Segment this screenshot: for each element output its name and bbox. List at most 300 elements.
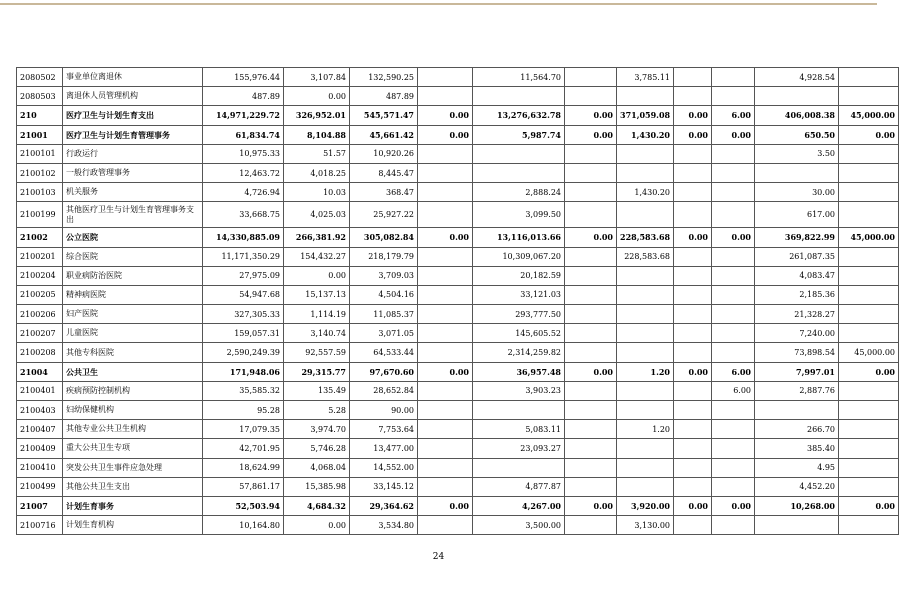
page-top-rule	[0, 3, 877, 5]
amount-cell	[674, 516, 712, 535]
subject-name-cell: 其他专科医院	[63, 343, 203, 362]
amount-cell: 23,093.27	[473, 439, 565, 458]
amount-cell	[418, 87, 473, 106]
table-row	[17, 305, 899, 324]
amount-cell: 21,328.27	[755, 305, 839, 324]
amount-cell	[617, 202, 674, 228]
amount-cell: 0.00	[418, 125, 473, 144]
amount-cell: 0.00	[839, 362, 899, 381]
subject-name-cell: 行政运行	[63, 144, 203, 163]
amount-cell	[617, 144, 674, 163]
amount-cell	[674, 305, 712, 324]
subject-name-cell: 机关服务	[63, 183, 203, 202]
amount-cell: 8,445.47	[350, 163, 418, 182]
subject-code-cell: 2100101	[17, 144, 63, 163]
amount-cell: 6.00	[712, 381, 755, 400]
subject-name-cell: 突发公共卫生事件应急处理	[63, 458, 203, 477]
table-row	[17, 285, 899, 304]
amount-cell: 4,928.54	[755, 68, 839, 87]
amount-cell	[839, 324, 899, 343]
table-row	[17, 183, 899, 202]
amount-cell	[674, 458, 712, 477]
subject-name-cell: 职业病防治医院	[63, 266, 203, 285]
subject-name-cell: 事业单位离退休	[63, 68, 203, 87]
subject-name-cell: 其他医疗卫生与计划生育管理事务支出	[63, 202, 203, 228]
amount-cell	[418, 144, 473, 163]
amount-cell: 2,185.36	[755, 285, 839, 304]
amount-cell	[617, 305, 674, 324]
amount-cell: 3.50	[755, 144, 839, 163]
amount-cell: 14,330,885.09	[203, 228, 284, 247]
amount-cell	[839, 477, 899, 496]
amount-cell: 3,500.00	[473, 516, 565, 535]
amount-cell: 3,130.00	[617, 516, 674, 535]
subject-name-cell: 精神病医院	[63, 285, 203, 304]
amount-cell	[839, 247, 899, 266]
amount-cell: 4,504.16	[350, 285, 418, 304]
amount-cell	[712, 183, 755, 202]
amount-cell	[674, 163, 712, 182]
amount-cell: 42,701.95	[203, 439, 284, 458]
amount-cell	[617, 401, 674, 420]
amount-cell	[565, 144, 617, 163]
amount-cell: 385.40	[755, 439, 839, 458]
amount-cell: 3,903.23	[473, 381, 565, 400]
amount-cell: 11,171,350.29	[203, 247, 284, 266]
amount-cell: 159,057.31	[203, 324, 284, 343]
subject-code-cell: 21002	[17, 228, 63, 247]
amount-cell: 13,477.00	[350, 439, 418, 458]
amount-cell	[712, 420, 755, 439]
amount-cell: 0.00	[674, 125, 712, 144]
amount-cell: 0.00	[674, 106, 712, 125]
amount-cell: 54,947.68	[203, 285, 284, 304]
amount-cell	[565, 458, 617, 477]
amount-cell	[839, 266, 899, 285]
amount-cell: 6.00	[712, 106, 755, 125]
amount-cell: 0.00	[565, 496, 617, 515]
amount-cell	[418, 305, 473, 324]
table-row	[17, 106, 899, 125]
table-row	[17, 324, 899, 343]
amount-cell: 33,668.75	[203, 202, 284, 228]
subject-name-cell: 重大公共卫生专项	[63, 439, 203, 458]
amount-cell	[839, 68, 899, 87]
amount-cell: 13,116,013.66	[473, 228, 565, 247]
amount-cell	[755, 87, 839, 106]
amount-cell: 45,000.00	[839, 343, 899, 362]
amount-cell	[565, 420, 617, 439]
amount-cell	[418, 420, 473, 439]
amount-cell: 5,987.74	[473, 125, 565, 144]
amount-cell: 1.20	[617, 420, 674, 439]
subject-name-cell: 计划生育事务	[63, 496, 203, 515]
amount-cell: 29,364.62	[350, 496, 418, 515]
table-row	[17, 439, 899, 458]
amount-cell: 4,018.25	[284, 163, 350, 182]
amount-cell: 293,777.50	[473, 305, 565, 324]
amount-cell	[418, 401, 473, 420]
amount-cell: 45,000.00	[839, 228, 899, 247]
amount-cell: 3,140.74	[284, 324, 350, 343]
amount-cell: 487.89	[350, 87, 418, 106]
amount-cell: 17,079.35	[203, 420, 284, 439]
amount-cell: 305,082.84	[350, 228, 418, 247]
subject-code-cell: 21007	[17, 496, 63, 515]
subject-code-cell: 2100206	[17, 305, 63, 324]
amount-cell: 10,975.33	[203, 144, 284, 163]
amount-cell: 132,590.25	[350, 68, 418, 87]
amount-cell	[617, 343, 674, 362]
amount-cell: 1,114.19	[284, 305, 350, 324]
amount-cell: 154,432.27	[284, 247, 350, 266]
amount-cell: 327,305.33	[203, 305, 284, 324]
subject-code-cell: 2100207	[17, 324, 63, 343]
amount-cell: 90.00	[350, 401, 418, 420]
amount-cell	[674, 87, 712, 106]
amount-cell	[712, 401, 755, 420]
amount-cell: 4,267.00	[473, 496, 565, 515]
amount-cell	[418, 343, 473, 362]
amount-cell	[674, 144, 712, 163]
amount-cell	[565, 87, 617, 106]
amount-cell: 3,107.84	[284, 68, 350, 87]
amount-cell	[674, 324, 712, 343]
amount-cell: 0.00	[418, 362, 473, 381]
amount-cell: 0.00	[284, 266, 350, 285]
amount-cell: 95.28	[203, 401, 284, 420]
amount-cell: 10,309,067.20	[473, 247, 565, 266]
amount-cell	[473, 87, 565, 106]
amount-cell	[418, 68, 473, 87]
amount-cell	[418, 458, 473, 477]
amount-cell	[418, 183, 473, 202]
amount-cell: 3,920.00	[617, 496, 674, 515]
subject-name-cell: 妇幼保健机构	[63, 401, 203, 420]
amount-cell	[839, 439, 899, 458]
subject-code-cell: 210	[17, 106, 63, 125]
amount-cell: 5.28	[284, 401, 350, 420]
amount-cell	[755, 516, 839, 535]
amount-cell: 3,709.03	[350, 266, 418, 285]
table-row	[17, 68, 899, 87]
amount-cell: 97,670.60	[350, 362, 418, 381]
amount-cell	[473, 144, 565, 163]
subject-code-cell: 2100201	[17, 247, 63, 266]
amount-cell	[565, 439, 617, 458]
subject-name-cell: 妇产医院	[63, 305, 203, 324]
amount-cell	[418, 439, 473, 458]
amount-cell: 545,571.47	[350, 106, 418, 125]
amount-cell: 3,974.70	[284, 420, 350, 439]
amount-cell: 14,552.00	[350, 458, 418, 477]
amount-cell: 33,121.03	[473, 285, 565, 304]
amount-cell	[418, 324, 473, 343]
amount-cell: 0.00	[565, 362, 617, 381]
amount-cell: 1,430.20	[617, 183, 674, 202]
table-row	[17, 228, 899, 247]
subject-code-cell: 2100401	[17, 381, 63, 400]
table-row	[17, 420, 899, 439]
amount-cell	[712, 458, 755, 477]
subject-code-cell: 21004	[17, 362, 63, 381]
amount-cell: 28,652.84	[350, 381, 418, 400]
amount-cell: 0.00	[674, 362, 712, 381]
amount-cell	[674, 343, 712, 362]
amount-cell: 368.47	[350, 183, 418, 202]
amount-cell: 4.95	[755, 458, 839, 477]
table-row	[17, 343, 899, 362]
amount-cell: 18,624.99	[203, 458, 284, 477]
amount-cell: 3,534.80	[350, 516, 418, 535]
amount-cell	[839, 516, 899, 535]
amount-cell	[565, 266, 617, 285]
amount-cell: 15,137.13	[284, 285, 350, 304]
table-row	[17, 125, 899, 144]
table-row	[17, 144, 899, 163]
amount-cell	[674, 477, 712, 496]
amount-cell	[712, 87, 755, 106]
amount-cell	[565, 401, 617, 420]
amount-cell	[712, 266, 755, 285]
subject-name-cell: 公立医院	[63, 228, 203, 247]
amount-cell	[674, 401, 712, 420]
amount-cell	[839, 458, 899, 477]
amount-cell: 4,025.03	[284, 202, 350, 228]
table-row	[17, 516, 899, 535]
amount-cell	[674, 68, 712, 87]
amount-cell: 20,182.59	[473, 266, 565, 285]
subject-name-cell: 综合医院	[63, 247, 203, 266]
amount-cell: 35,585.32	[203, 381, 284, 400]
amount-cell	[839, 144, 899, 163]
amount-cell: 30.00	[755, 183, 839, 202]
amount-cell	[839, 420, 899, 439]
amount-cell: 13,276,632.78	[473, 106, 565, 125]
amount-cell: 0.00	[712, 125, 755, 144]
amount-cell	[712, 324, 755, 343]
subject-name-cell: 公共卫生	[63, 362, 203, 381]
amount-cell: 155,976.44	[203, 68, 284, 87]
amount-cell	[418, 381, 473, 400]
amount-cell: 10,268.00	[755, 496, 839, 515]
amount-cell	[839, 183, 899, 202]
subject-name-cell: 计划生育机构	[63, 516, 203, 535]
amount-cell	[712, 305, 755, 324]
amount-cell: 5,083.11	[473, 420, 565, 439]
amount-cell: 15,385.98	[284, 477, 350, 496]
amount-cell: 25,927.22	[350, 202, 418, 228]
table-row	[17, 87, 899, 106]
amount-cell	[565, 477, 617, 496]
amount-cell: 218,179.79	[350, 247, 418, 266]
amount-cell: 7,997.01	[755, 362, 839, 381]
amount-cell: 135.49	[284, 381, 350, 400]
amount-cell	[418, 285, 473, 304]
amount-cell: 92,557.59	[284, 343, 350, 362]
amount-cell: 4,083.47	[755, 266, 839, 285]
subject-code-cell: 2080503	[17, 87, 63, 106]
amount-cell: 3,071.05	[350, 324, 418, 343]
amount-cell: 36,957.48	[473, 362, 565, 381]
amount-cell	[565, 163, 617, 182]
subject-name-cell: 其他专业公共卫生机构	[63, 420, 203, 439]
subject-code-cell: 21001	[17, 125, 63, 144]
table-row	[17, 362, 899, 381]
amount-cell	[617, 477, 674, 496]
amount-cell	[839, 163, 899, 182]
subject-name-cell: 其他公共卫生支出	[63, 477, 203, 496]
subject-code-cell: 2100403	[17, 401, 63, 420]
amount-cell	[617, 324, 674, 343]
subject-code-cell: 2100102	[17, 163, 63, 182]
amount-cell	[473, 163, 565, 182]
table-row	[17, 458, 899, 477]
amount-cell: 7,240.00	[755, 324, 839, 343]
amount-cell: 0.00	[712, 496, 755, 515]
amount-cell: 10.03	[284, 183, 350, 202]
subject-code-cell: 2100103	[17, 183, 63, 202]
amount-cell: 487.89	[203, 87, 284, 106]
amount-cell: 10,164.80	[203, 516, 284, 535]
subject-code-cell: 2100410	[17, 458, 63, 477]
amount-cell: 0.00	[565, 228, 617, 247]
amount-cell	[674, 202, 712, 228]
amount-cell: 45,000.00	[839, 106, 899, 125]
amount-cell: 57,861.17	[203, 477, 284, 496]
amount-cell	[617, 381, 674, 400]
table-row	[17, 401, 899, 420]
amount-cell	[565, 516, 617, 535]
amount-cell	[418, 516, 473, 535]
amount-cell	[617, 458, 674, 477]
amount-cell	[839, 401, 899, 420]
subject-name-cell: 一般行政管理事务	[63, 163, 203, 182]
amount-cell	[418, 266, 473, 285]
page-number: 24	[432, 552, 445, 562]
amount-cell	[565, 285, 617, 304]
amount-cell: 2,314,259.82	[473, 343, 565, 362]
amount-cell: 2,590,249.39	[203, 343, 284, 362]
amount-cell: 0.00	[284, 516, 350, 535]
amount-cell: 5,746.28	[284, 439, 350, 458]
amount-cell: 0.00	[418, 106, 473, 125]
table-row	[17, 477, 899, 496]
amount-cell: 617.00	[755, 202, 839, 228]
amount-cell	[565, 305, 617, 324]
amount-cell: 326,952.01	[284, 106, 350, 125]
table-row	[17, 266, 899, 285]
amount-cell	[565, 324, 617, 343]
amount-cell	[712, 516, 755, 535]
amount-cell: 4,726.94	[203, 183, 284, 202]
subject-name-cell: 疾病预防控制机构	[63, 381, 203, 400]
amount-cell	[565, 68, 617, 87]
amount-cell	[712, 477, 755, 496]
table-row	[17, 202, 899, 228]
amount-cell	[674, 439, 712, 458]
amount-cell	[712, 163, 755, 182]
expenditure-table	[16, 67, 899, 535]
subject-code-cell: 2100199	[17, 202, 63, 228]
amount-cell: 1.20	[617, 362, 674, 381]
amount-cell	[674, 247, 712, 266]
amount-cell	[674, 266, 712, 285]
amount-cell: 3,099.50	[473, 202, 565, 228]
amount-cell	[839, 87, 899, 106]
subject-code-cell: 2100716	[17, 516, 63, 535]
amount-cell: 371,059.08	[617, 106, 674, 125]
amount-cell: 1,430.20	[617, 125, 674, 144]
amount-cell	[617, 163, 674, 182]
amount-cell: 261,087.35	[755, 247, 839, 266]
amount-cell: 0.00	[418, 496, 473, 515]
amount-cell: 0.00	[674, 496, 712, 515]
amount-cell: 369,822.99	[755, 228, 839, 247]
amount-cell: 3,785.11	[617, 68, 674, 87]
amount-cell: 45,661.42	[350, 125, 418, 144]
amount-cell: 8,104.88	[284, 125, 350, 144]
amount-cell: 11,564.70	[473, 68, 565, 87]
amount-cell	[617, 87, 674, 106]
subject-code-cell: 2100407	[17, 420, 63, 439]
amount-cell	[839, 285, 899, 304]
amount-cell: 145,605.52	[473, 324, 565, 343]
amount-cell	[674, 381, 712, 400]
subject-name-cell: 医疗卫生与计划生育管理事务	[63, 125, 203, 144]
amount-cell	[565, 202, 617, 228]
amount-cell: 14,971,229.72	[203, 106, 284, 125]
amount-cell	[565, 343, 617, 362]
table-row	[17, 247, 899, 266]
amount-cell: 266,381.92	[284, 228, 350, 247]
amount-cell: 171,948.06	[203, 362, 284, 381]
amount-cell	[473, 401, 565, 420]
amount-cell: 4,068.04	[284, 458, 350, 477]
amount-cell	[674, 420, 712, 439]
amount-cell: 2,887.76	[755, 381, 839, 400]
amount-cell	[712, 68, 755, 87]
table-row	[17, 381, 899, 400]
subject-code-cell: 2100204	[17, 266, 63, 285]
amount-cell: 406,008.38	[755, 106, 839, 125]
amount-cell	[712, 247, 755, 266]
amount-cell	[418, 477, 473, 496]
amount-cell: 228,583.68	[617, 228, 674, 247]
amount-cell	[839, 305, 899, 324]
amount-cell	[712, 343, 755, 362]
amount-cell: 52,503.94	[203, 496, 284, 515]
amount-cell: 0.00	[284, 87, 350, 106]
amount-cell: 0.00	[712, 228, 755, 247]
amount-cell	[565, 183, 617, 202]
amount-cell	[565, 381, 617, 400]
amount-cell: 4,452.20	[755, 477, 839, 496]
amount-cell	[839, 381, 899, 400]
amount-cell	[712, 439, 755, 458]
amount-cell: 27,975.09	[203, 266, 284, 285]
amount-cell: 0.00	[839, 496, 899, 515]
subject-code-cell: 2100208	[17, 343, 63, 362]
amount-cell: 4,684.32	[284, 496, 350, 515]
subject-code-cell: 2080502	[17, 68, 63, 87]
amount-cell: 12,463.72	[203, 163, 284, 182]
amount-cell	[617, 439, 674, 458]
amount-cell: 33,145.12	[350, 477, 418, 496]
subject-code-cell: 2100499	[17, 477, 63, 496]
subject-name-cell: 儿童医院	[63, 324, 203, 343]
amount-cell: 51.57	[284, 144, 350, 163]
